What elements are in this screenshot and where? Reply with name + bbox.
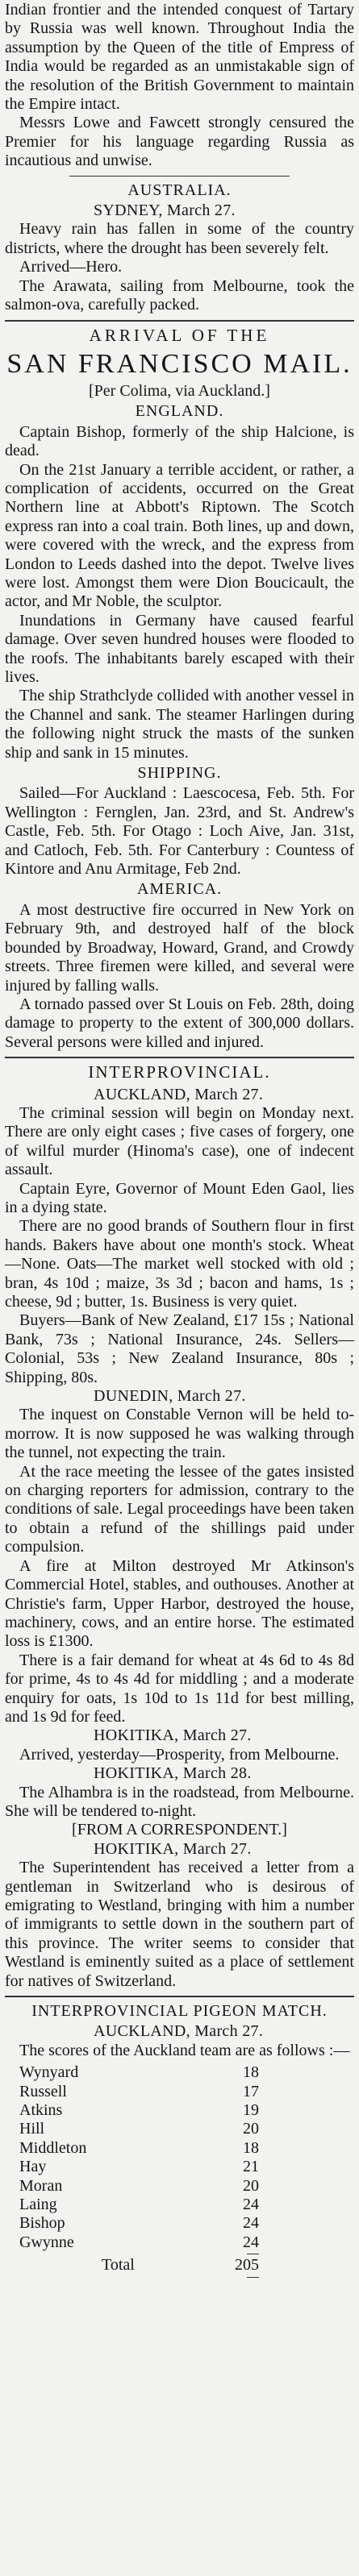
player-score: 24 (243, 2233, 259, 2251)
paragraph: There are no good brands of Southern flour in first hands. Bakers have about one month's stock. Wheat—None. Oats—The market well stocked with old ; bran, 4s 10d ; maize, 3s 3d ; bacon and hams, 1s ; cheese, 9d ; butter, 1s. Business is very quiet. (5, 1217, 354, 1311)
player-name: Russell (19, 2082, 67, 2100)
player-score: 18 (243, 2063, 259, 2082)
player-score: 20 (243, 2120, 259, 2138)
dateline: DUNEDIN, March 27. (94, 1387, 246, 1406)
total-value: 205 (235, 2256, 259, 2275)
player-score: 21 (243, 2158, 259, 2176)
player-name: Middleton (19, 2138, 87, 2157)
paragraph: The Superintendent has received a letter from a gentleman in Switzerland who is desirous of emigrating to Westland, bringing with him a number of immigrants to settle down in the southern part of this province. The writer seems to consider that Westland is eminently suited as a place of settlement for natives of Switzerland. (5, 1859, 354, 1990)
divider (247, 2277, 259, 2278)
dateline: HOKITIKA, March 28. (94, 1764, 252, 1783)
paragraph: Arrived, yesterday—Prosperity, from Melbourne. (19, 1745, 340, 1764)
player-score: 24 (243, 2195, 259, 2213)
paragraph: Heavy rain has fallen in some of the country districts, where the drought has been severely felt. (5, 220, 354, 257)
table-row (5, 2120, 354, 2138)
dateline: AUCKLAND, March 27. (94, 2022, 264, 2041)
dateline: AUCKLAND, March 27. (94, 1085, 264, 1103)
arrival-heading: ARRIVAL OF THE (89, 325, 270, 345)
dateline: HOKITIKA, March 27. (94, 1839, 252, 1858)
table-row (5, 2063, 354, 2082)
score-table (5, 2063, 354, 2278)
player-score: 17 (243, 2082, 259, 2100)
paragraph: There is a fair demand for wheat at 4s 6d to 4s 8d for prime, 4s to 4s 4d for middling ; and a moderate enquiry for oats, 1s 10d to 1s 11d for best milling, and 1s 9d for feed. (5, 1651, 354, 1726)
table-row (5, 2083, 354, 2101)
divider (5, 320, 354, 322)
dateline: HOKITIKA, March 27. (94, 1726, 252, 1745)
paragraph: Arrived—Hero. (19, 258, 123, 276)
player-name: Hill (19, 2120, 45, 2138)
paragraph: Inundations in Germany have caused fearful damage. Over seven hundred houses were flooded to the roofs. The inhabitants barely escaped with their lives. (5, 611, 354, 686)
table-row (5, 2233, 354, 2252)
paragraph: At the race meeting the lessee of the gates insisted on charging reporters for admission, contrary to the conditions of sale. Legal proceedings have been taken to obtain a refund of the shillings paid under compulsion. (5, 1462, 354, 1556)
paragraph: Messrs Lowe and Fawcett strongly censured the Premier for his language regarding Russia as incautious and unwise. (5, 114, 354, 170)
table-row (5, 2196, 354, 2214)
paragraph: Sailed—For Auckland : Laescocesa, Feb. 5th. For Wellington : Fernglen, Jan. 23rd, and St. Andrew's Castle, Feb. 5th. For Otago : Loch Aive, Jan. 31st, and Catloch, Feb. 5th. For Canterbury : Countess of Kintore and Anu Armitage, Feb 2nd. (5, 784, 354, 879)
paragraph: On the 21st January a terrible accident, or rather, a complication of accidents, occurred on the Great Northern line at Abbott's Riptown. The Scotch express ran into a coal train. Both lines, up and down, were covered with the wreck, and the express from London to Leeds dashed into the depot. Twelve lives were lost. Amongst them were Dion Boucicault, the actor, and Mr Noble, the sculptor. (5, 460, 354, 611)
table-row (5, 2139, 354, 2158)
paragraph: A tornado passed over St Louis on Feb. 28th, doing damage to property to the extent of 300,000 dollars. Several persons were killed and injured. (5, 995, 354, 1051)
paragraph: The criminal session will begin on Monday next. There are only eight cases ; five cases of forgery, one of wilful murder (Hinoma's case), one of indecent assault. (5, 1103, 354, 1179)
section-heading: AUSTRALIA. (127, 181, 232, 199)
section-heading: AMERICA. (136, 880, 223, 899)
paragraph: A most destructive fire occurred in New York on February 9th, and destroyed half of the block bounded by Broadway, Howard, Grand, and Crowdy streets. Three firemen were killed, and several were injured by falling walls. (5, 900, 354, 995)
player-score: 24 (243, 2214, 259, 2233)
total-row (5, 2256, 354, 2275)
player-name: Bishop (19, 2214, 65, 2233)
player-name: Hay (19, 2158, 47, 2176)
divider (5, 1996, 354, 1997)
section-heading: INTERPROVINCIAL. (88, 1062, 271, 1082)
player-score: 18 (243, 2138, 259, 2157)
paragraph: The scores of the Auckland team are as follows :— (19, 2041, 350, 2059)
divider (69, 176, 290, 177)
correspondent-line: [FROM A CORRESPONDENT.] (72, 1821, 287, 1839)
paragraph: Buyers—Bank of New Zealand, £17 15s ; National Bank, 73s ; National Insurance, 24s. Sellers—Colonial, 53s ; New Zealand Insurance, 80s ; Shipping, 80s. (5, 1311, 354, 1386)
total-label: Total (102, 2256, 135, 2275)
paragraph: Captain Bishop, formerly of the ship Halcione, is dead. (5, 422, 354, 460)
page-title: SAN FRANCISCO MAIL. (6, 348, 353, 379)
player-name: Atkins (19, 2101, 63, 2120)
player-name: Gwynne (19, 2233, 74, 2251)
paragraph: Indian frontier and the intended conquest of Tartary by Russia was well known. Throughout India the assumption by the Queen of the title of Empress of India would be regarded as an unmistakable sign of the resolution of the British Government to maintain the Empire intact. (5, 1, 354, 114)
table-row (5, 2158, 354, 2176)
via-line: [Per Colima, via Auckland.] (89, 381, 270, 400)
table-row (5, 2177, 354, 2196)
paragraph: The ship Strathclyde collided with another vessel in the Channel and sank. The steamer Harlingen during the following night struck the masts of the sunken ship and sank in 15 minutes. (5, 687, 354, 762)
player-name: Wynyard (19, 2063, 79, 2082)
player-score: 19 (243, 2101, 259, 2120)
paragraph: Captain Eyre, Governor of Mount Eden Gaol, lies in a dying state. (5, 1179, 354, 1216)
paragraph: The inquest on Constable Vernon will be held to-morrow. It is now supposed he was walking through the tunnel, not expecting the train. (5, 1406, 354, 1462)
table-row (5, 2101, 354, 2120)
player-score: 20 (243, 2176, 259, 2195)
dateline: SYDNEY, March 27. (94, 202, 236, 220)
section-heading: INTERPROVINCIAL PIGEON MATCH. (31, 2002, 328, 2021)
section-heading: SHIPPING. (137, 764, 222, 783)
divider (5, 1057, 354, 1058)
player-name: Moran (19, 2176, 63, 2195)
table-row (5, 2214, 354, 2233)
paragraph: A fire at Milton destroyed Mr Atkinson's Commercial Hotel, stables, and outhouses. Another at Christie's farm, Upper Harbor, destroyed the house, machinery, cows, and an entire horse. The estimated loss is £1300. (5, 1556, 354, 1651)
paragraph: The Arawata, sailing from Melbourne, took the salmon-ova, carefully packed. (5, 276, 354, 314)
section-heading: ENGLAND. (135, 402, 224, 421)
player-name: Laing (19, 2195, 57, 2213)
paragraph: The Alhambra is in the roadstead, from Melbourne. She will be tendered to-night. (5, 1783, 354, 1820)
